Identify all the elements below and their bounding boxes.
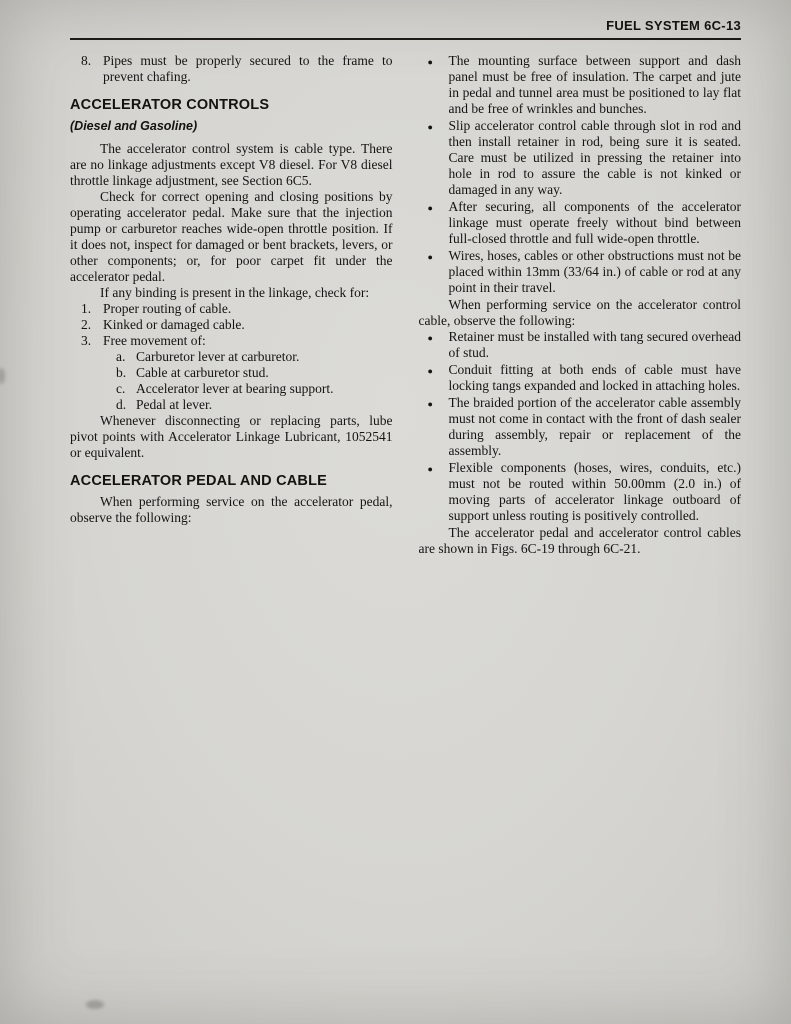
left-column: [70, 53, 393, 557]
bullet-item: [419, 118, 742, 198]
item-text: Accelerator lever at bearing support.: [136, 381, 334, 396]
paragraph: When performing service on the accelerator control cable, observe the following:: [418, 297, 741, 328]
running-head: FUEL SYSTEM 6C-13: [606, 18, 741, 33]
numbered-item-2: [70, 317, 393, 333]
section-heading-accelerator-controls: ACCELERATOR CONTROLS: [70, 97, 270, 113]
paragraph: The accelerator pedal and accelerator control cables are shown in Figs. 6C-19 through 6C-21.: [418, 525, 741, 556]
lettered-item-b: [70, 365, 393, 381]
bullet-text: Wires, hoses, cables or other obstructions must not be placed within 13mm (33/64 in.) of cable or rod at any point in their travel.: [448, 248, 741, 295]
bullet-item: [419, 53, 742, 117]
bullet-icon: ●: [427, 365, 433, 376]
paragraph: Whenever disconnecting or replacing parts, lube pivot points with Accelerator Linkage Lubricant, 1052541 or equivalent.: [70, 413, 393, 460]
bullet-item: [419, 460, 742, 524]
numbered-item-3: [70, 333, 393, 349]
bullet-icon: ●: [427, 202, 433, 213]
item-text: Free movement of:: [103, 333, 206, 348]
item-letter: a.: [116, 349, 126, 364]
item-number: 8.: [81, 53, 92, 68]
item-text: Carburetor lever at carburetor.: [136, 349, 300, 364]
bullet-icon: ●: [427, 398, 433, 409]
bullet-item: [419, 199, 742, 247]
item-number: 3.: [81, 333, 92, 348]
scan-artifact: [0, 368, 5, 384]
bullet-icon: ●: [427, 332, 433, 343]
paragraph: When performing service on the accelerator pedal, observe the following:: [70, 494, 393, 525]
lettered-item-a: [70, 349, 393, 365]
bullet-icon: ●: [427, 251, 433, 262]
two-column-body: [70, 53, 741, 557]
item-text: Kinked or damaged cable.: [103, 317, 245, 332]
section-heading-accelerator-pedal-and-cable: ACCELERATOR PEDAL AND CABLE: [70, 473, 328, 489]
header-rule: [70, 38, 741, 40]
item-number: 1.: [81, 301, 92, 316]
item-number: 2.: [81, 317, 92, 332]
item-letter: c.: [116, 381, 126, 396]
bullet-item: [419, 395, 742, 459]
bullet-text: Flexible components (hoses, wires, conduits, etc.) must not be routed within 50.00mm (2.0 in.) of moving parts of accelerator linkage outboard of support unless routing is positively controlled.: [448, 460, 741, 523]
paragraph: The accelerator control system is cable type. There are no linkage adjustments except V8 diesel. For V8 diesel throttle linkage adjustment, see Section 6C5.: [70, 141, 393, 188]
item-text: Cable at carburetor stud.: [136, 365, 269, 380]
bullet-text: The braided portion of the accelerator cable assembly must not come in contact with the front of dash sealer during assembly, repair or replacement of the assembly.: [448, 395, 741, 458]
bullet-text: Retainer must be installed with tang secured overhead of stud.: [448, 329, 741, 360]
lettered-item-d: [70, 397, 393, 413]
item-letter: b.: [116, 365, 127, 380]
bullet-text: After securing, all components of the accelerator linkage must operate freely without bind between full-closed throttle and full wide-open throttle.: [448, 199, 741, 246]
lettered-item-c: [70, 381, 393, 397]
bullet-item: [419, 248, 742, 296]
right-column: [419, 53, 742, 557]
paragraph: If any binding is present in the linkage, check for:: [100, 285, 370, 300]
bullet-icon: ●: [427, 121, 433, 132]
page-header: [70, 18, 741, 33]
item-letter: d.: [116, 397, 127, 412]
numbered-item-8: [70, 53, 393, 85]
bullet-text: Slip accelerator control cable through slot in rod and then install retainer in rod, being sure it is seated. Care must be utilized in pressing the retainer into hole in rod to assure the cable is not kinked or damaged in any way.: [448, 118, 741, 197]
item-text: Pipes must be properly secured to the frame to prevent chafing.: [103, 53, 393, 84]
paragraph: Check for correct opening and closing positions by operating accelerator pedal. Make sure that the injection pump or carburetor reaches wide-open throttle position. If it does not, inspect for damaged or bent brackets, levers, or other components; or, for poor carpet fit under the accelerator pedal.: [70, 189, 393, 284]
bullet-text: Conduit fitting at both ends of cable must have locking tangs expanded and locked in attaching holes.: [448, 362, 741, 393]
bullet-icon: ●: [427, 56, 433, 67]
bullet-item: [419, 329, 742, 361]
bullet-icon: ●: [427, 463, 433, 474]
section-subheading-diesel-gasoline: (Diesel and Gasoline): [70, 119, 198, 133]
scan-artifact: [86, 1000, 104, 1009]
item-text: Pedal at lever.: [136, 397, 213, 412]
bullet-item: [419, 362, 742, 394]
numbered-item-1: [70, 301, 393, 317]
item-text: Proper routing of cable.: [103, 301, 232, 316]
bullet-text: The mounting surface between support and dash panel must be free of insulation. The carpet and jute in pedal and tunnel area must be positioned to lay flat and be free of wrinkles and bunches.: [448, 53, 741, 116]
